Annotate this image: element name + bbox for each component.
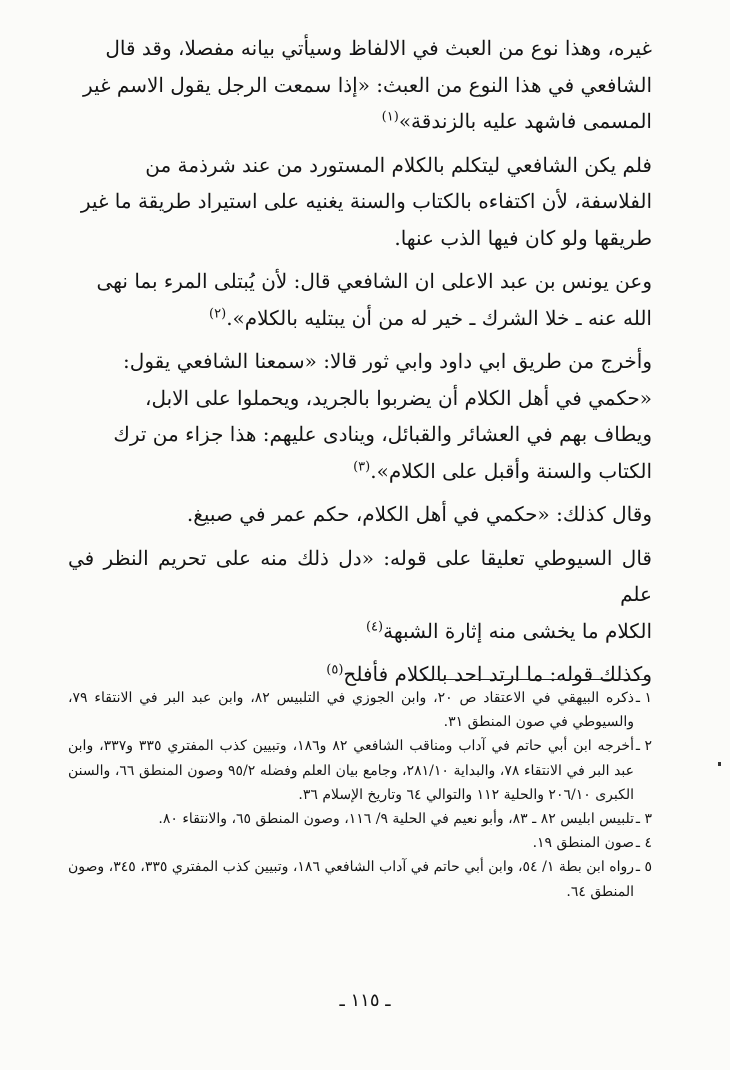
footnote-item: [68, 686, 652, 734]
footnotes: [68, 686, 652, 904]
text-line: الكلام ما يخشى منه إثارة الشبهة$^{(٤)}$: [365, 618, 652, 643]
footnote-text: ذكره البيهقي في الاعتقاد ص ٢٠، وابن الجوزي في التلبيس ٨٢، وابن عبد البر في الانتقاء ٧٩، والسيوطي في صون المنطق ٣١.: [68, 690, 634, 731]
paragraph: [68, 30, 652, 140]
text-line: وكذلك قوله: ما ارتد احد بالكلام فأفلح$^{(٥)}$: [326, 662, 652, 686]
footnote-text: أخرجه ابن أبي حاتم في آداب ومناقب الشافعي ٨٢ و١٨٦، وتبيين كذب المفتري ٣٣٥ و٣٣٧، وابن عبد البر في الانتقاء ٧٨، والبداية ٢٨١/١٠، وجامع بيان العلم وفضله ٩٥/٢ وصون المنطق ٦٦، والسنن الكبرى ٢٠٦/١٠ والحلية ١١٢ والتوالي ٦٤ وتاريخ الإسلام ٣٦.: [68, 738, 634, 803]
text-line: طريقها ولو كان فيها الذب عنها.: [394, 225, 652, 250]
text-line: الشافعي في هذا النوع من العبث: «إذا سمعت الرجل يقول الاسم غير: [83, 72, 652, 97]
footnote-separator: [424, 679, 650, 680]
footnote-number: ٣ ـ: [635, 811, 652, 828]
footnote-text: تلبيس ابليس ٨٢ ـ ٨٣، وأبو نعيم في الحلية ٩/ ١١٦، وصون المنطق ٦٥، والانتقاء ٨٠.: [158, 811, 634, 828]
paragraph: [68, 263, 652, 336]
footnote-number: ٢ ـ: [635, 738, 652, 755]
footnote-number: ١ ـ: [635, 690, 652, 706]
paragraph: [68, 147, 652, 257]
text-line: الله عنه ـ خلا الشرك ـ خير له من أن يبتليه بالكلام».$^{(٢)}$: [209, 305, 652, 330]
footnote-item: [68, 734, 652, 807]
text-line: الكتاب والسنة وأقبل على الكلام».$^{(٣)}$: [353, 458, 652, 483]
scan-mark: [718, 762, 721, 766]
paragraph: [68, 496, 652, 533]
paragraph: [68, 343, 652, 489]
text-line: المسمى فاشهد عليه بالزندقة»$^{(١)}$: [381, 109, 652, 133]
paragraph: [68, 540, 652, 650]
footnote-reference[interactable]: (٢): [209, 305, 227, 321]
footnote-reference[interactable]: (١): [381, 109, 399, 125]
footnote-text: صون المنطق ١٩.: [532, 835, 634, 852]
text-line: «حكمي في أهل الكلام أن يضربوا بالجريد، ويحملوا على الابل،: [144, 385, 652, 410]
footnote-reference[interactable]: (٤): [365, 618, 384, 634]
footnote-reference[interactable]: (٣): [353, 458, 371, 474]
text-line: فلم يكن الشافعي ليتكلم بالكلام المستورد من عند شرذمة من: [145, 152, 652, 177]
footnote-reference[interactable]: (٥): [326, 662, 344, 678]
text-line: غيره، وهذا نوع من العبث في الالفاظ وسيأتي بيانه مفصلا، وقد قال: [105, 36, 652, 60]
footnote-item: [68, 807, 652, 831]
main-text: [68, 30, 652, 693]
text-line: وعن يونس بن عبد الاعلى ان الشافعي قال: لأن يُبتلى المرء بما نهى: [96, 269, 652, 293]
page-number: ـ ١١٥ ـ: [339, 990, 391, 1011]
footnote-number: ٤ ـ: [635, 835, 652, 852]
footnote-text: رواه ابن بطة ١/ ٥٤، وابن أبي حاتم في آداب الشافعي ١٨٦، وتبيين كذب المفتري ٣٣٥، ٣٤٥، وصون المنطق ٦٤.: [68, 859, 634, 900]
text-line: الفلاسفة، لأن اكتفاءه بالكتاب والسنة يغنيه على استيراد طريقة ما غير: [80, 189, 652, 213]
footnote-item: [68, 855, 652, 903]
text-line: وقال كذلك: «حكمي في أهل الكلام، حكم عمر في صبيغ.: [186, 502, 652, 526]
text-line: قال السيوطي تعليقا على قوله: «دل ذلك منه على تحريم النظر في علم: [68, 545, 652, 606]
footnote-number: ٥ ـ: [635, 859, 652, 876]
text-line: وأخرج من طريق ابي داود وابي ثور قالا: «سمعنا الشافعي يقول:: [123, 349, 652, 373]
footnote-item: [68, 831, 652, 855]
text-line: ويطاف بهم في العشائر والقبائل، وينادى عليهم: هذا جزاء من ترك: [113, 422, 652, 446]
